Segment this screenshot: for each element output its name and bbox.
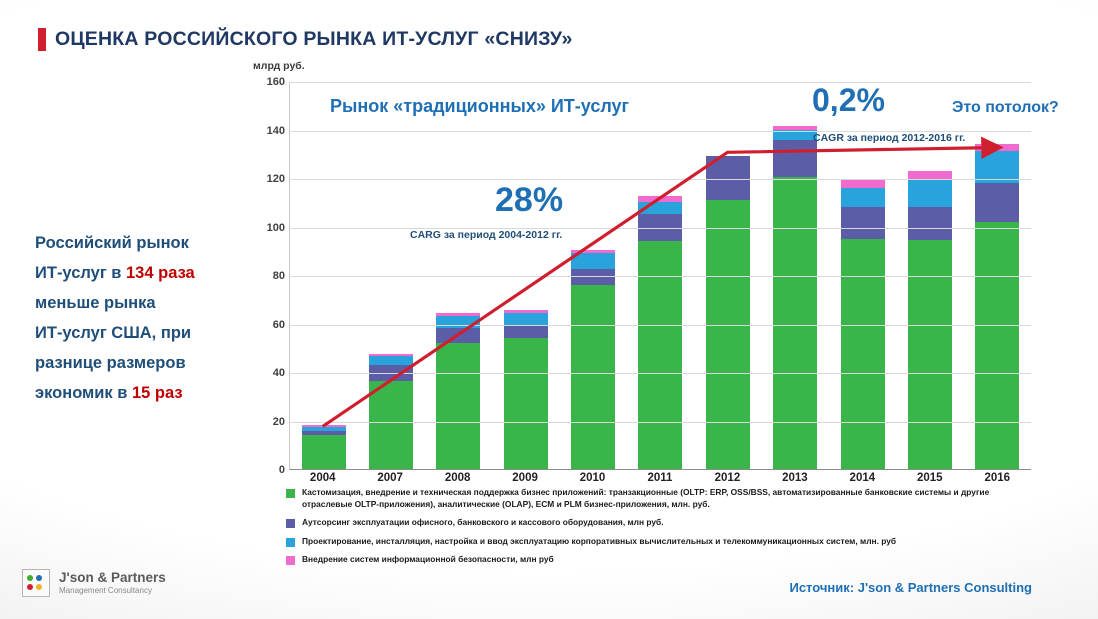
bar-segment bbox=[638, 202, 682, 214]
left-note-line4: ИТ-услуг США, при bbox=[35, 324, 192, 342]
bar-segment bbox=[841, 207, 885, 239]
bar-segment bbox=[504, 338, 548, 469]
y-axis-tick-label: 160 bbox=[266, 76, 285, 88]
y-axis-tick-label: 120 bbox=[266, 173, 285, 185]
cagr-2012-2016-value: 0,2% bbox=[812, 82, 885, 118]
logo bbox=[22, 569, 166, 597]
legend-swatch-icon bbox=[286, 556, 295, 565]
logo-icon bbox=[22, 569, 50, 597]
bar-segment bbox=[504, 326, 548, 338]
bar-segment bbox=[908, 240, 952, 469]
bar-segment bbox=[975, 222, 1019, 469]
legend-swatch-icon bbox=[286, 519, 295, 528]
left-note-highlight-134: 134 раза bbox=[126, 264, 195, 282]
y-axis-tick-label: 40 bbox=[272, 367, 285, 379]
legend-label: Внедрение систем информационной безопасности, млн руб bbox=[302, 554, 554, 564]
cagr-2004-2012-value: 28% bbox=[495, 181, 564, 219]
gridline bbox=[290, 422, 1031, 423]
page-title bbox=[38, 28, 573, 51]
bar-segment bbox=[369, 381, 413, 470]
x-axis-tick-label: 2015 bbox=[917, 472, 943, 484]
bar-segment bbox=[369, 356, 413, 364]
title-accent-bar bbox=[38, 28, 46, 51]
logo-subtitle: Management Consultancy bbox=[59, 585, 152, 595]
y-axis-tick-label: 60 bbox=[272, 318, 285, 331]
x-axis-tick-label: 2007 bbox=[377, 472, 403, 484]
legend-label: Кастомизация, внедрение и техническая поддержка бизнес приложений: транзакционные (OLTP: ERP, OSS/BSS, автоматизированные банковские системы и другие отраслевые OLTP-приложения), аналитические (OLAP), ECM и PLM бизнес-приложения, млн. руб. bbox=[302, 487, 990, 509]
left-note-line5: разнице размеров bbox=[35, 354, 186, 372]
left-note-line6a: экономик в bbox=[35, 384, 132, 402]
y-axis-tick-label: 140 bbox=[266, 124, 285, 137]
x-axis-tick-label: 2016 bbox=[984, 472, 1011, 484]
bar-segment bbox=[302, 435, 346, 469]
logo-dot-blue-icon bbox=[36, 575, 42, 581]
gridline bbox=[290, 179, 1031, 180]
legend-item[interactable] bbox=[286, 487, 1026, 510]
x-axis-tick-label: 2013 bbox=[782, 472, 808, 484]
logo-dot-yellow-icon bbox=[36, 584, 42, 590]
logo-name: J'son & Partners bbox=[59, 569, 166, 585]
legend-label: Аутсорсинг эксплуатации офисного, банковского и кассового оборудования, млн руб. bbox=[302, 517, 664, 527]
chart bbox=[249, 62, 1039, 482]
gridline bbox=[290, 325, 1031, 326]
y-axis-tick-label: 80 bbox=[272, 270, 285, 282]
legend-label: Проектирование, инсталляция, настройка и ввод эксплуатацию корпоративных вычислительных и телекоммуникационных систем, млн. руб bbox=[302, 535, 897, 546]
bar-segment bbox=[841, 180, 885, 187]
chart-legend bbox=[286, 487, 1026, 573]
legend-item[interactable] bbox=[286, 517, 1026, 529]
bar-segment bbox=[436, 316, 480, 328]
gridline bbox=[290, 373, 1031, 374]
title-text: ОЦЕНКА РОССИЙСКОГО РЫНКА ИТ-УСЛУГ «СНИЗУ» bbox=[55, 28, 573, 50]
bar-segment bbox=[908, 207, 952, 240]
bar-segment bbox=[436, 328, 480, 343]
y-axis-tick-label: 0 bbox=[278, 464, 285, 476]
legend-swatch-icon bbox=[286, 489, 295, 498]
bar-segment bbox=[773, 177, 817, 469]
chart-subtitle: Рынок «традиционных» ИТ-услуг bbox=[330, 96, 630, 116]
x-axis-tick-label: 2011 bbox=[647, 472, 673, 484]
bar-segment bbox=[706, 200, 750, 469]
gridline bbox=[290, 82, 1031, 83]
left-commentary bbox=[35, 228, 235, 408]
left-note-line3: меньше рынка bbox=[35, 294, 156, 312]
bar-segment bbox=[706, 156, 750, 200]
left-note-line1: Российский рынок bbox=[35, 234, 189, 252]
gridline bbox=[290, 228, 1031, 229]
x-axis-tick-label: 2012 bbox=[714, 472, 741, 484]
bar-segment bbox=[773, 140, 817, 176]
x-axis-tick-label: 2004 bbox=[309, 472, 336, 484]
logo-dot-green-icon bbox=[27, 575, 33, 581]
bar-segment bbox=[975, 183, 1019, 222]
x-axis-tick-label: 2009 bbox=[512, 472, 538, 484]
cagr-2004-2012-label: CARG за период 2004-2012 гг. bbox=[410, 229, 563, 241]
legend-item[interactable] bbox=[286, 554, 1026, 566]
y-axis-tick-label: 100 bbox=[266, 221, 285, 234]
legend-item[interactable] bbox=[286, 536, 1026, 548]
source-label: Источник: J'son & Partners Consulting bbox=[789, 580, 1032, 595]
bar-segment bbox=[908, 180, 952, 207]
bar-segment bbox=[841, 188, 885, 207]
x-axis-tick-label: 2008 bbox=[444, 472, 471, 484]
ceiling-question-label: Это потолок? bbox=[952, 99, 1059, 116]
left-note-highlight-15: 15 раз bbox=[131, 384, 183, 402]
legend-swatch-icon bbox=[286, 538, 295, 547]
x-axis-tick-label: 2010 bbox=[579, 472, 606, 484]
bar-segment bbox=[436, 343, 480, 469]
left-note-line2a: ИТ-услуг в bbox=[35, 264, 126, 282]
bar-segment bbox=[571, 253, 615, 269]
bar-segment bbox=[841, 239, 885, 469]
bar-segment bbox=[975, 144, 1019, 151]
y-axis-unit-label: млрд руб. bbox=[253, 60, 305, 72]
gridline bbox=[290, 276, 1031, 277]
x-axis-labels bbox=[289, 472, 1031, 484]
y-axis-tick-label: 20 bbox=[272, 415, 285, 428]
x-axis-tick-label: 2014 bbox=[849, 472, 876, 484]
bar-segment bbox=[571, 285, 615, 469]
logo-dot-red-icon bbox=[27, 584, 33, 590]
cagr-2012-2016-label: CAGR за период 2012-2016 гг. bbox=[813, 132, 966, 144]
